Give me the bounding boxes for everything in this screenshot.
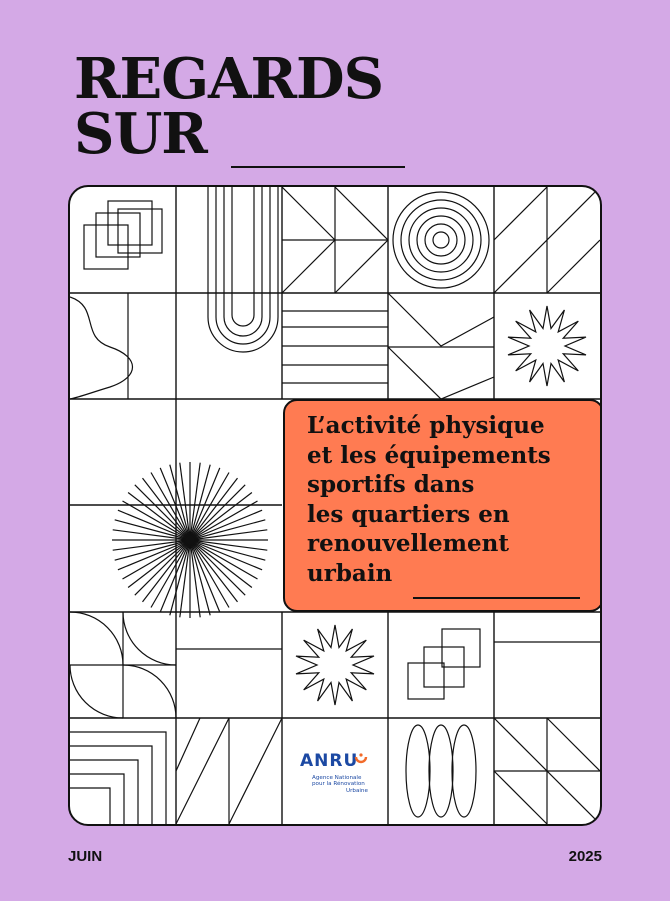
publication-month: JUIN	[68, 848, 103, 865]
burst-motif	[112, 462, 268, 618]
anru-logo	[286, 721, 386, 821]
publication-year: 2025	[568, 848, 602, 865]
headline-box	[283, 399, 602, 612]
pattern-grid-card	[68, 185, 602, 826]
ovals-motif	[406, 725, 476, 817]
anru-logo-arc-icon	[354, 753, 368, 767]
squares-motif-1	[84, 201, 162, 269]
star-motif-1	[508, 306, 586, 386]
fold-motif	[388, 293, 494, 399]
cover-title-line-1: REGARDS	[74, 46, 384, 112]
anru-logo-text	[312, 775, 386, 794]
wave-motif	[70, 293, 133, 399]
headline-line: renouvellement	[307, 530, 509, 557]
stripes-motif	[282, 293, 388, 399]
anru-logo-line: Agence Nationale	[312, 775, 362, 781]
triangles-motif-4	[494, 718, 600, 824]
star-motif-2	[296, 625, 374, 705]
quarter-circles-motif	[70, 612, 176, 718]
headline-line: L’activité physique	[307, 412, 545, 439]
title-underline	[231, 166, 405, 168]
arch-motif	[208, 187, 278, 352]
triangles-motif-1	[282, 187, 388, 293]
squares-motif-2	[408, 629, 480, 699]
steps-motif	[70, 732, 166, 824]
triangles-motif-2	[494, 187, 600, 293]
anru-logo-line: Urbaine	[346, 787, 368, 794]
headline-line: sportifs dans	[307, 471, 475, 498]
anru-logo-line: pour la Rénovation	[312, 781, 365, 788]
concentric-circles-motif	[393, 192, 489, 288]
headline-line: urbain	[307, 559, 393, 587]
triangles-motif-3	[176, 718, 282, 824]
headline	[307, 411, 590, 588]
cover-title	[74, 46, 384, 167]
anru-logo-mark: ANRU	[300, 751, 359, 771]
headline-underline	[413, 597, 580, 599]
headline-line: les quartiers en	[307, 500, 510, 528]
cover-title-line-2: SUR	[74, 100, 207, 167]
headline-line: et les équipements	[307, 441, 551, 469]
